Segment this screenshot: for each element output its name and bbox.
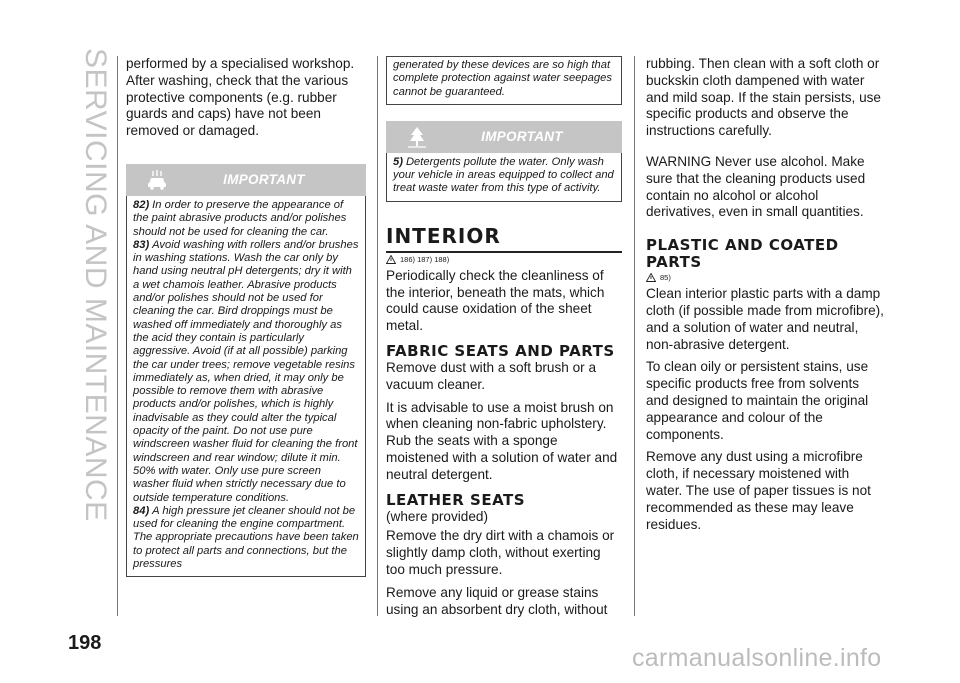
important-label: IMPORTANT (481, 128, 563, 144)
plastic-paragraph: To clean oily or persistent stains, use specific products free from solvents and designed to maintain the original appearance and colour of the components. (646, 359, 869, 442)
plastic-paragraph: Clean interior plastic parts with a damp cloth (if possible made from microfibre), and a solution of water and neutral, non-abrasive detergent. (646, 286, 884, 352)
note-item (393, 156, 615, 196)
column-3 (646, 56, 884, 539)
page-number: 198 (68, 632, 102, 654)
leather-paragraph: Remove the dry dirt with a chamois or slightly damp cloth, without exerting too much pressure. (386, 528, 615, 577)
warning-paragraph: WARNING Never use alcohol. Make sure that the cleaning products used contain no alcohol or alcohol derivatives, even in small quantities. (646, 153, 866, 220)
fabric-seats-heading: FABRIC SEATS AND PARTS (386, 341, 615, 360)
note-number: 5) (393, 155, 403, 168)
note-text: A high pressure jet cleaner should not be used for cleaning the engine compartment. The appropriate precautions have been taken to protect all parts and connections, but the pressures (133, 504, 359, 570)
warning-triangle-icon (386, 255, 396, 264)
environment-note (386, 153, 622, 202)
note-item (133, 505, 359, 571)
continued-note (386, 56, 622, 105)
note-text: generated by these devices are so high that complete protection against water seepages cannot be guaranteed. (393, 59, 612, 98)
warning-refs (386, 255, 622, 264)
fabric-paragraph: It is advisable to use a moist brush on when cleaning non-fabric upholstery. Rub the seats with a sponge moistened with a solution of water and neutral detergent. (386, 399, 618, 482)
watermark: carmanualsonline.info (632, 644, 882, 672)
plastic-parts-heading: PLASTIC AND COATED PARTS (646, 236, 839, 272)
column-divider (117, 56, 118, 616)
fabric-paragraph: Remove dust with a soft brush or a vacuum cleaner. (386, 359, 597, 392)
interior-heading: INTERIOR (386, 224, 622, 253)
leather-continued-paragraph: rubbing. Then clean with a soft cloth or buckskin cloth dampened with water and mild soap. If the stain persists, use specific products and observe the instructions carefully. (646, 56, 881, 139)
leather-paragraph: Remove any liquid or grease stains using an absorbent dry cloth, without (386, 584, 608, 617)
plastic-paragraph: Remove any dust using a microfibre cloth, if necessary moistened with water. The use of paper tissues is not recommended as these may leave residues. (646, 449, 871, 532)
warning-triangle-icon (646, 273, 656, 282)
important-header (126, 164, 366, 196)
column-1 (126, 56, 366, 577)
interior-paragraph: Periodically check the cleanliness of the interior, beneath the mats, which could cause oxidation of the sheet metal. (386, 267, 605, 334)
section-side-title: SERVICING AND MAINTENANCE (79, 48, 112, 522)
note-text: Avoid washing with rollers and/or brushes in washing stations. Wash the car only by hand using neutral pH detergents; dry it with a wet chamois leather. Abrasive products and/or polishes should not be used for cleaning the car. Bird droppings must be washed off immediately and thoroughly as the acid they contain is particularly aggressive. Avoid (if at all possible) parking the car under trees; remove vegetable resins immediately as, when dried, it may only be possible to remove them with abrasive products and/or polishes, which is highly inadvisable as they could alter the typical opacity of the paint. Do not use pure windscreen washer fluid for cleaning the front windscreen and rear window; dilute it min. 50% with water. Only use pure screen washer fluid when strictly necessary due to outside temperature conditions. (133, 238, 359, 504)
refs-text: 186) 187) 188) (400, 254, 450, 264)
refs-text: 85) (660, 273, 671, 283)
note-item (133, 239, 359, 505)
intro-paragraph: performed by a specialised workshop. After washing, check that the various protective components (e.g. rubber guards and caps) have not been removed or damaged. (126, 56, 355, 139)
important-header (386, 121, 622, 153)
note-text: In order to preserve the appearance of the paint abrasive products and/or polishes should not be used for cleaning the car. (133, 198, 347, 238)
important-notes (126, 196, 366, 577)
column-divider (634, 56, 635, 616)
note-number: 82) (133, 198, 150, 211)
note-number: 84) (133, 504, 150, 517)
column-2 (386, 56, 622, 624)
leather-subtitle: (where provided) (386, 508, 488, 524)
column-divider (377, 56, 378, 616)
note-item (133, 199, 359, 239)
important-refs (646, 273, 884, 282)
important-label: IMPORTANT (223, 171, 305, 187)
note-number: 83) (133, 238, 150, 251)
leather-seats-heading: LEATHER SEATS (386, 490, 526, 509)
note-text: Detergents pollute the water. Only wash your vehicle in areas equipped to collect and treat waste water from this type of activity. (393, 155, 614, 195)
